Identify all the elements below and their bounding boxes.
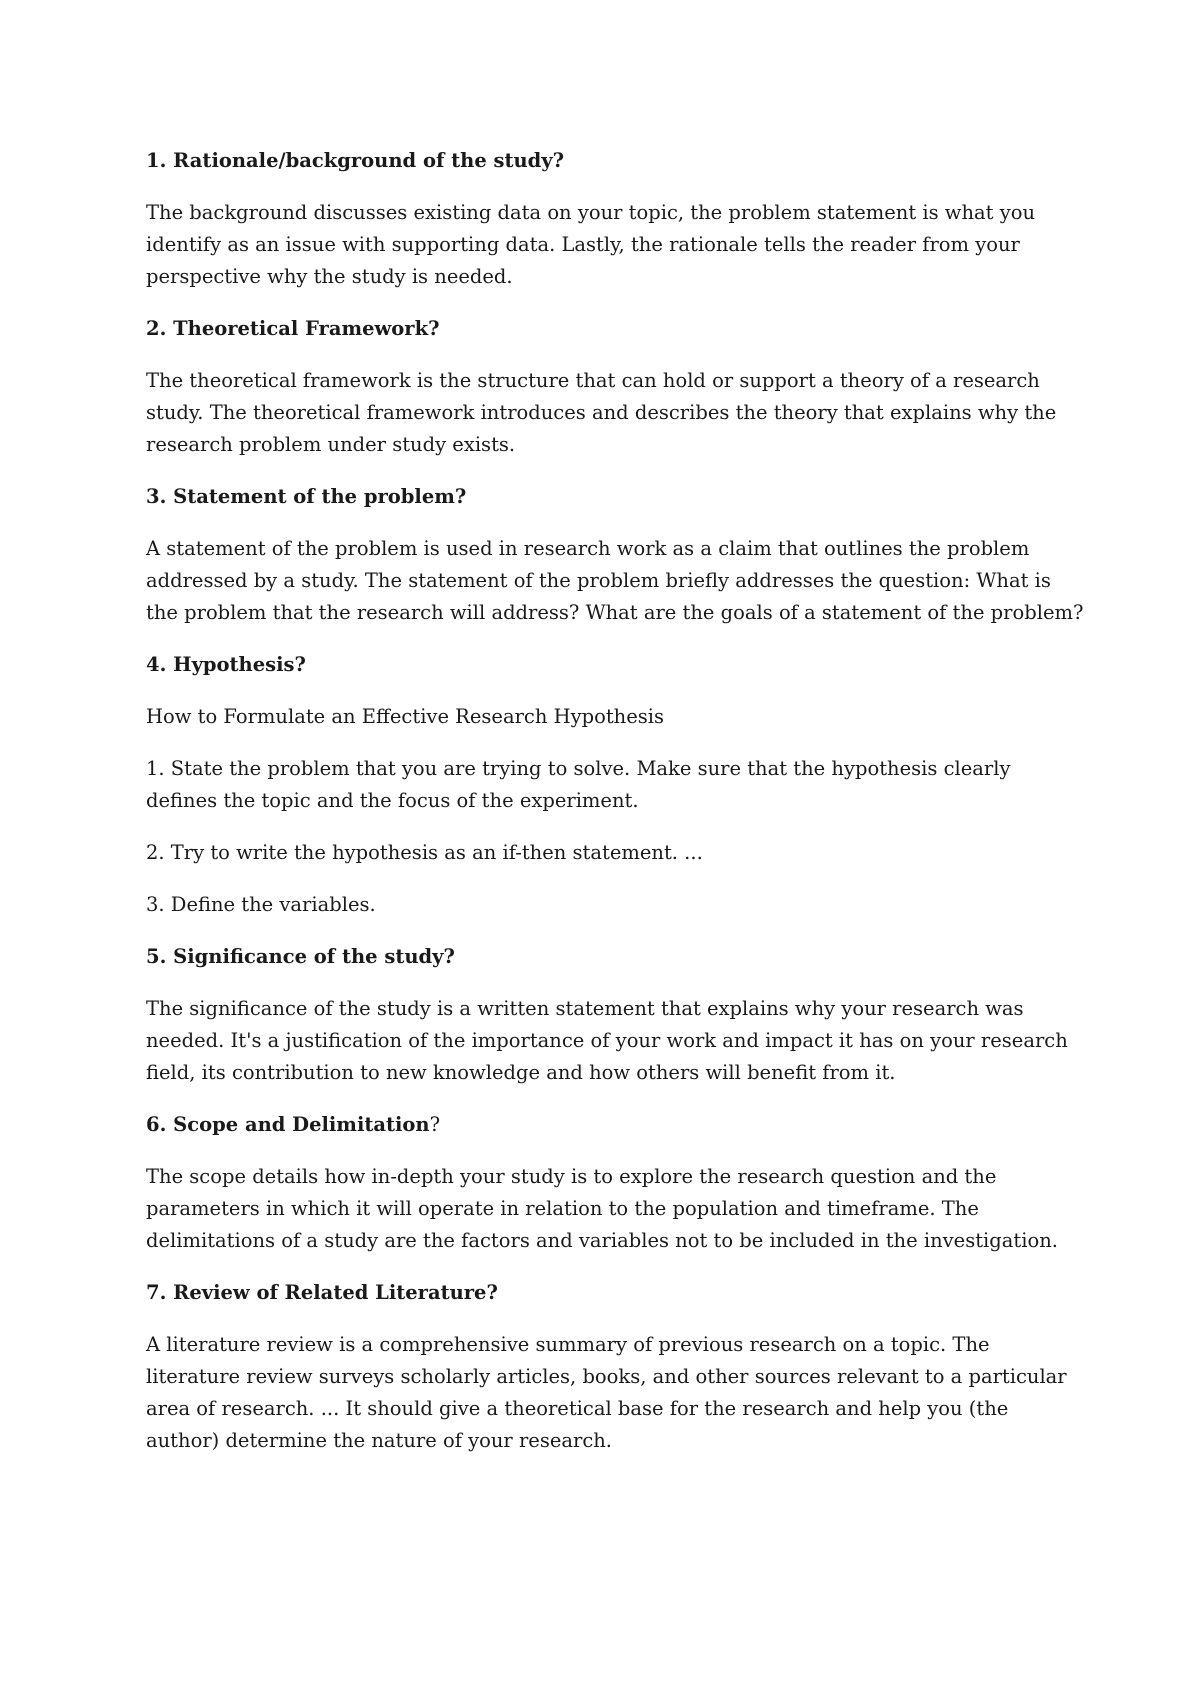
- section-paragraph: A statement of the problem is used in research work as a claim that outlines the problem addressed by a study. The statement of the problem briefly addresses the question: What is the problem that the research will address? What are the goals of a statement of the problem?: [146, 537, 1084, 624]
- section-paragraph: The theoretical framework is the structure that can hold or support a theory of a research study. The theoretical framework introduces and describes the theory that explains why the research problem under study exists.: [146, 369, 1057, 456]
- section-heading: 2. Theoretical Framework?: [146, 317, 440, 340]
- section-heading: 1. Rationale/background of the study?: [146, 149, 565, 172]
- section-scope-delimitation: [146, 1109, 1086, 1257]
- list-item: 3. Define the variables.: [146, 893, 376, 916]
- section-paragraph: The background discusses existing data on your topic, the problem statement is what you identify as an issue with supporting data. Lastly, the rationale tells the reader from your perspective why the study is needed.: [146, 201, 1036, 288]
- section-paragraph: How to Formulate an Effective Research Hypothesis: [146, 705, 665, 728]
- section-paragraph: The scope details how in-depth your study is to explore the research question and the parameters in which it will operate in relation to the population and timeframe. The delimitations of a study are the factors and variables not to be included in the investigation.: [146, 1165, 1058, 1252]
- section-paragraph: The significance of the study is a written statement that explains why your research was needed. It's a justification of the importance of your work and impact it has on your research field, its contribution to new knowledge and how others will benefit from it.: [146, 997, 1068, 1084]
- section-significance: [146, 941, 1086, 1089]
- section-heading: 7. Review of Related Literature?: [146, 1281, 498, 1304]
- section-heading: 6. Scope and Delimitation?: [146, 1113, 441, 1136]
- section-literature-review: [146, 1277, 1086, 1457]
- section-statement-of-problem: [146, 481, 1086, 629]
- section-paragraph: A literature review is a comprehensive summary of previous research on a topic. The literature review surveys scholarly articles, books, and other sources relevant to a particular area of research. ... It should give a theoretical base for the research and help you (the author) determine the nature of your research.: [146, 1333, 1067, 1452]
- document-body: [146, 145, 1086, 1477]
- list-item: 1. State the problem that you are trying to solve. Make sure that the hypothesis clearly defines the topic and the focus of the experiment.: [146, 757, 1011, 812]
- list-item: 2. Try to write the hypothesis as an if-then statement. ...: [146, 841, 703, 864]
- section-heading: 5. Significance of the study?: [146, 945, 455, 968]
- section-heading: 3. Statement of the problem?: [146, 485, 467, 508]
- section-theoretical-framework: [146, 313, 1086, 461]
- section-hypothesis: [146, 649, 1086, 921]
- section-heading: 4. Hypothesis?: [146, 653, 306, 676]
- section-rationale: [146, 145, 1086, 293]
- heading-tail: ?: [429, 1113, 441, 1136]
